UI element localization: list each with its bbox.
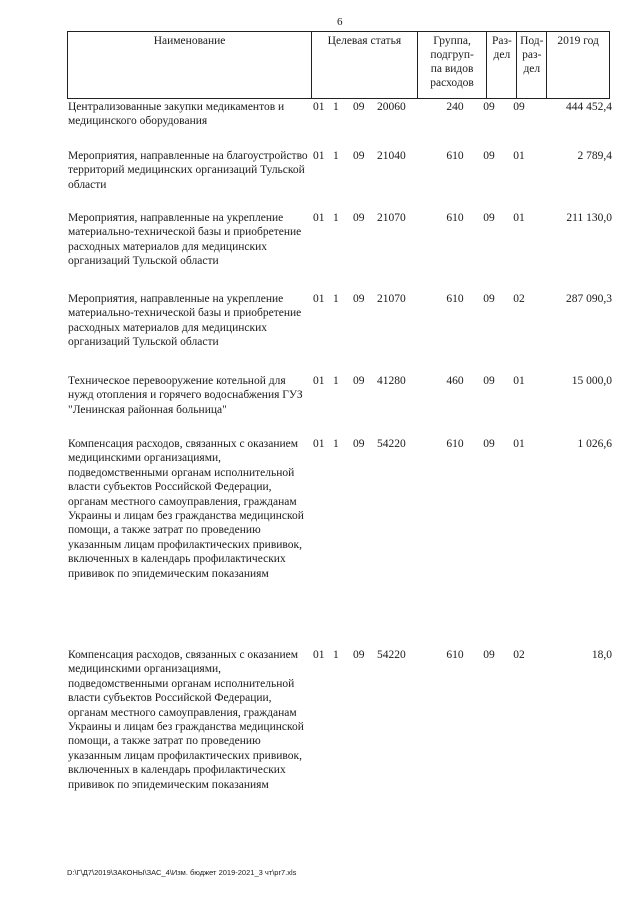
row-group: 460 — [446, 375, 464, 387]
row-target-code: 01 1 09 21070 — [313, 212, 406, 224]
row-name: Компенсация расходов, связанных с оказанием медицинскими организациями, подведомственными органам исполнительной власти субъектов Российской Федерации, органам местного самоуправления, гражданам Украины и лицам без гражданства медицинской помощи, а также затрат по проведению указанным лицам профилактических прививок, включенных в календарь профилактических прививок по эпидемическим показаниям — [68, 438, 304, 580]
row-group: 610 — [446, 438, 464, 450]
row-section: 09 — [483, 212, 495, 224]
row-group: 610 — [446, 649, 464, 661]
row-subsection: 01 — [513, 150, 525, 162]
row-target-code: 01 1 09 21040 — [313, 150, 406, 162]
header-target-article: Целевая статья — [311, 32, 417, 98]
row-value: 15 000,0 — [571, 375, 612, 387]
row-target-code: 01 1 09 21070 — [313, 293, 406, 305]
header-section: Раз- дел — [486, 32, 516, 98]
row-group: 610 — [446, 293, 464, 305]
row-target-code: 01 1 09 54220 — [313, 649, 406, 661]
row-section: 09 — [483, 438, 495, 450]
row-value: 2 789,4 — [577, 150, 612, 162]
table-header — [67, 31, 610, 99]
row-group: 610 — [446, 150, 464, 162]
row-value: 444 452,4 — [566, 101, 612, 113]
row-group: 240 — [446, 101, 464, 113]
row-group: 610 — [446, 212, 464, 224]
row-section: 09 — [483, 293, 495, 305]
row-name: Мероприятия, направленные на укрепление материально-технической базы и приобретение расходных материалов для медицинских организаций Тульской области — [68, 212, 302, 268]
row-target-code: 01 1 09 54220 — [313, 438, 406, 450]
row-section: 09 — [483, 649, 495, 661]
row-target-code: 01 1 09 20060 — [313, 101, 406, 113]
row-name: Мероприятия, направленные на укрепление материально-технической базы и приобретение расходных материалов для медицинских организаций Тульской области — [68, 293, 302, 349]
row-name: Централизованные закупки медикаментов и медицинского оборудования — [68, 101, 285, 128]
header-year: 2019 год — [546, 32, 609, 98]
header-name: Наименование — [153, 35, 226, 47]
row-subsection: 09 — [513, 101, 525, 113]
header-subsection: Под- раз- дел — [516, 32, 546, 98]
row-subsection: 01 — [513, 375, 525, 387]
page-number: 6 — [337, 16, 343, 28]
row-subsection: 02 — [513, 293, 525, 305]
row-name: Компенсация расходов, связанных с оказанием медицинскими организациями, подведомственными органам исполнительной власти субъектов Российской Федерации, органам местного самоуправления, гражданам Украины и лицам без гражданства медицинской помощи, а также затрат по проведению указанным лицам профилактических прививок, включенных в календарь профилактических прививок по эпидемическим показаниям — [68, 649, 304, 791]
row-name: Мероприятия, направленные на благоустройство территорий медицинских организаций Тульской области — [68, 150, 308, 191]
row-subsection: 01 — [513, 438, 525, 450]
row-name: Техническое перевооружение котельной для нужд отопления и горячего водоснабжения ГУЗ "Ленинская районная больница" — [68, 375, 303, 416]
row-section: 09 — [483, 150, 495, 162]
row-section: 09 — [483, 375, 495, 387]
header-expense-group: Группа, подгруп- па видов расходов — [417, 32, 487, 98]
row-subsection: 01 — [513, 212, 525, 224]
row-subsection: 02 — [513, 649, 525, 661]
file-path-footer: D:\Г\Д7\2019\ЗАКОНЫ\ЗАС_4\Изм. бюджет 2019-2021_3 чт\pr7.xls — [67, 868, 297, 877]
row-value: 1 026,6 — [577, 438, 612, 450]
row-value: 18,0 — [591, 649, 612, 661]
row-value: 211 130,0 — [566, 212, 612, 224]
row-section: 09 — [483, 101, 495, 113]
row-value: 287 090,3 — [566, 293, 612, 305]
row-target-code: 01 1 09 41280 — [313, 375, 406, 387]
